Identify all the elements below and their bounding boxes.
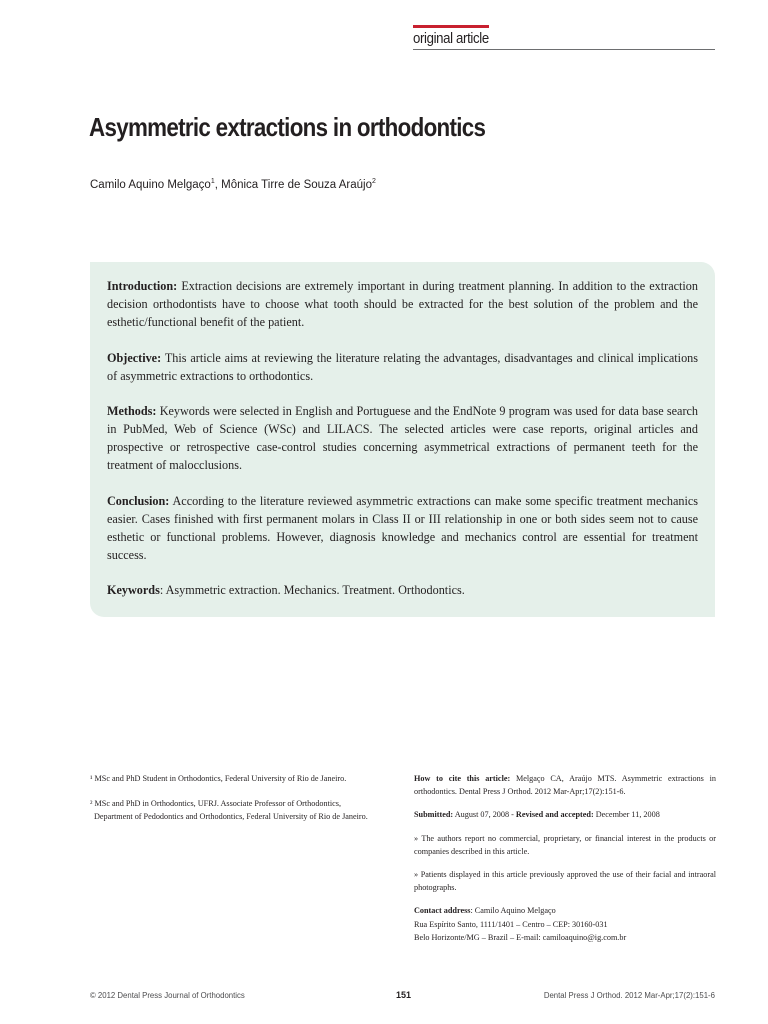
section-text: Extraction decisions are extremely important in during treatment planning. In addition to the extraction decision orthodontists have to choose what tooth should be extracted for the best solution of the problem and the esthetic/functional benefit of the patient. — [107, 279, 698, 329]
footer-copyright: © 2012 Dental Press Journal of Orthodontics — [90, 991, 245, 1000]
section-text: Keywords were selected in English and Portuguese and the EndNote 9 program was used for data base search in PubMed, Web of Science (WSc) and LILACS. The selected articles were case reports, original articles and prospective or retrospective case-control studies concerning asymmetrical extractions of permanent teeth for the treatment of malocclusions. — [107, 404, 698, 472]
contact-city-email: Belo Horizonte/MG – Brazil – E-mail: camiloaquino@ig.com.br — [414, 932, 627, 942]
author-name: Camilo Aquino Melgaço — [90, 178, 211, 191]
patient-consent-note: » Patients displayed in this article previously approved the use of their facial and intraoral photographs. — [414, 870, 716, 893]
abstract-box — [90, 262, 715, 617]
section-accent-bar — [413, 25, 489, 28]
disclosure-note: » The authors report no commercial, proprietary, or financial interest in the products or companies described in this article. — [414, 833, 716, 856]
affil-text: MSc and PhD in Orthodontics, UFRJ. Associate Professor of Orthodontics, — [94, 799, 342, 809]
contact-address — [414, 904, 716, 944]
affil-text: MSc and PhD Student in Orthodontics, Federal University of Rio de Janeiro. — [94, 774, 347, 783]
author-affil-mark: 1 — [210, 178, 215, 185]
contact-street: Rua Espírito Santo, 1111/1401 – Centro – CEP: 30160-031 — [414, 919, 608, 929]
affiliations — [90, 772, 400, 836]
section-text: : Asymmetric extraction. Mechanics. Treatment. Orthodontics. — [159, 583, 465, 597]
revised-date: December 11, 2008 — [595, 810, 660, 820]
section-heading: Introduction: — [107, 279, 178, 293]
contact-name: : Camilo Aquino Melgaço — [470, 906, 556, 916]
author-affil-mark: 2 — [371, 178, 376, 185]
how-to-cite — [414, 772, 716, 798]
abstract-conclusion — [107, 492, 698, 564]
abstract-objective — [107, 349, 698, 385]
cite-text: Melgaço CA, Araújo MTS. Asymmetric extractions in orthodontics. Dental Press J Orthod. 2012 Mar-Apr;17(2):151-6. — [414, 774, 716, 797]
section-text: This article aims at reviewing the literature relating the advantages, disadvantages and clinical implications of asymmetric extractions to orthodontics. — [107, 350, 698, 383]
affil-mark: ² — [90, 799, 93, 809]
footer-citation: Dental Press J Orthod. 2012 Mar-Apr;17(2):151-6 — [543, 991, 715, 1000]
abstract-methods — [107, 402, 698, 474]
revised-label: Revised and accepted: — [515, 810, 594, 820]
abstract-keywords — [107, 581, 698, 599]
submitted-date: August 07, 2008 — [454, 810, 510, 820]
section-heading: Methods: — [107, 404, 157, 418]
author-name: Mônica Tirre de Souza Araújo — [221, 178, 372, 191]
page-footer — [90, 990, 715, 1004]
section-tag — [413, 25, 715, 50]
article-title: Asymmetric extractions in orthodontics — [89, 112, 486, 142]
contact-label: Contact address — [414, 906, 471, 916]
author-line: Camilo Aquino Melgaço$^1$, Mônica Tirre de Souza Araújo$^2$ — [90, 178, 376, 191]
submitted-label: Submitted: — [414, 810, 454, 820]
section-heading: Keywords — [107, 583, 160, 597]
affiliation-1 — [90, 772, 400, 785]
dates — [414, 808, 716, 821]
cite-label: How to cite this article: — [414, 774, 511, 783]
section-text: According to the literature reviewed asymmetric extractions can make some specific treatment mechanics easier. Cases finished with first permanent molars in Class II or III relationship in one or both sides seem not to cause esthetic or functional problems. However, diagnosis knowledge and mechanics control are essential for treatment success. — [107, 493, 698, 562]
header-rule — [413, 49, 715, 50]
affiliation-2 — [90, 797, 400, 823]
affil-mark: ¹ — [90, 774, 93, 783]
abstract-introduction — [107, 277, 698, 331]
page-number: 151 — [396, 990, 412, 1000]
section-heading: Conclusion: — [107, 493, 170, 508]
date-separator: - — [509, 810, 516, 820]
affil-text-continued: Department of Pedodontics and Orthodontics, Federal University of Rio de Janeiro. — [94, 812, 368, 822]
section-label: original article — [413, 30, 489, 47]
article-info — [414, 772, 716, 954]
section-heading: Objective: — [107, 350, 162, 365]
